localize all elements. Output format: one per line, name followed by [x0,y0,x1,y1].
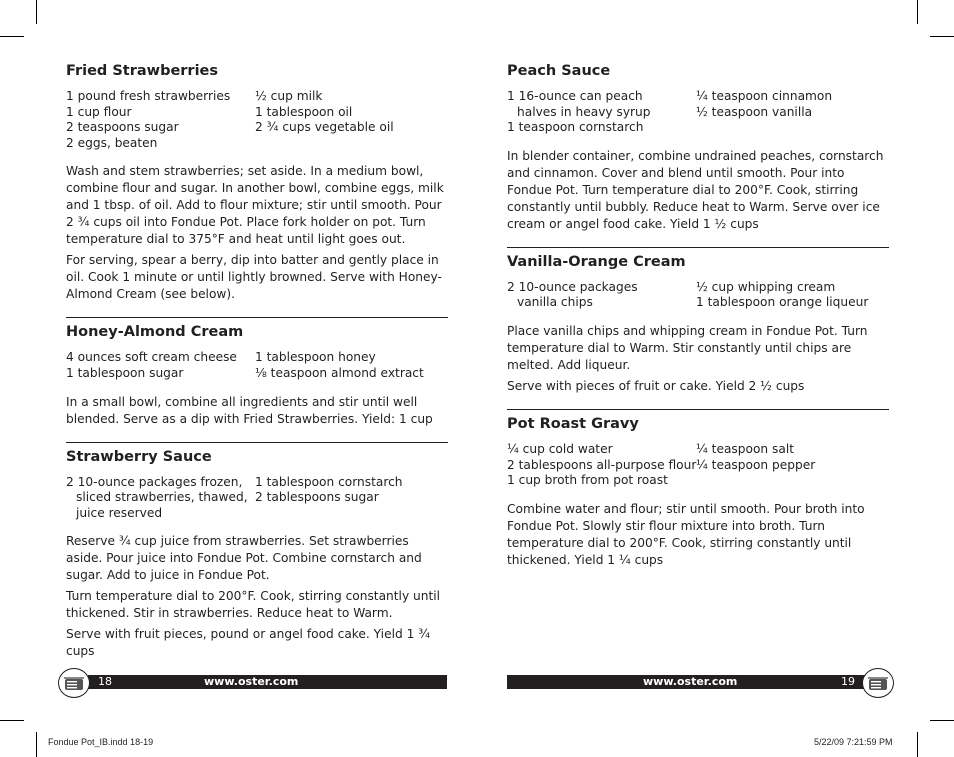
ingredient-column [255,475,444,522]
instructions: Serve with pieces of fruit or cake. Yield 2 ½ cups [507,378,805,393]
ingredient-list [507,89,889,136]
page-number: 19 [841,675,855,688]
ingredient-column [507,89,696,136]
ingredient-list [66,350,448,381]
right-footer-bar [507,675,865,689]
left-page-column [66,62,448,674]
ingredient: 1 16-ounce can peach [507,89,643,103]
ingredient: 1 cup flour [66,104,132,119]
printer-slug-date: 5/22/09 7:21:59 PM [814,737,893,747]
recipe-title: Strawberry Sauce [66,448,212,465]
instructions: Reserve ¾ cup juice from strawberries. Set strawberries aside. Pour juice into Fondue Pot. Combine cornstarch and sugar. Add to juice in Fondue Pot. [66,534,422,583]
recipe-title: Honey-Almond Cream [66,324,244,341]
fondue-pot-icon-graphic [863,669,893,697]
ingredient-column [66,475,255,522]
ingredient-list [507,280,889,311]
ingredient: juice reserved [76,505,163,520]
instructions: Turn temperature dial to 200°F. Cook, stirring constantly until thickened. Stir in strawberries. Reduce heat to Warm. [66,589,441,621]
ingredient: halves in heavy syrup [517,104,651,119]
website-link[interactable]: www.oster.com [204,675,299,688]
crop-mark [930,36,954,37]
ingredient: ½ teaspoon vanilla [696,104,813,119]
recipe-title: Peach Sauce [507,63,611,79]
ingredient: 2 tablespoons sugar [255,490,379,505]
crop-mark [917,732,918,757]
ingredient-column [696,89,885,136]
ingredient-column [696,442,885,489]
ingredient: 1 tablespoon cornstarch [255,474,403,489]
recipe-pot-roast-gravy [507,409,889,569]
ingredient: vanilla chips [517,295,593,310]
right-page-column [507,62,889,583]
instructions: Combine water and flour; stir until smooth. Pour broth into Fondue Pot. Slowly stir flour mixture into broth. Turn temperature dial to 200°F. Cook, stirring constantly until thickened. Yield 1 ¼ cups [507,501,865,567]
recipe-title: Pot Roast Gravy [507,415,639,432]
ingredient: sliced strawberries, thawed, [76,490,248,505]
ingredient-list [66,475,448,522]
ingredient: 1 tablespoon orange liqueur [696,295,869,310]
fondue-pot-icon-graphic [59,669,89,697]
ingredient: 1 tablespoon sugar [66,365,184,380]
ingredient: 4 ounces soft cream cheese [66,350,237,365]
instructions: Wash and stem strawberries; set aside. In a medium bowl, combine flour and sugar. In another bowl, combine eggs, milk and 1 tbsp. of oil. Add to flour mixture; stir until smooth. Pour 2 ¾ cups oil into Fondue Pot. Place fork holder on pot. Turn temperature dial to 375°F and heat until light goes out. [66,164,444,247]
instructions: For serving, spear a berry, dip into batter and gently place in oil. Cook 1 minute or until lightly browned. Serve with Honey-Almond Cream (see below). [66,253,442,302]
ingredient: 1 tablespoon oil [255,104,353,119]
recipe-title: Fried Strawberries [66,63,219,79]
recipe-strawberry-sauce [66,442,448,661]
ingredient: 2 teaspoons sugar [66,120,179,135]
ingredient: ¼ teaspoon salt [696,441,795,456]
ingredient: 2 10-ounce packages frozen, [66,474,243,489]
website-link[interactable]: www.oster.com [643,675,738,688]
ingredient-column [66,350,255,381]
recipe-peach-sauce [507,62,889,233]
recipe-fried-strawberries [66,62,448,303]
page-number: 18 [98,675,112,688]
left-footer-bar [88,675,447,689]
ingredient: ¼ teaspoon cinnamon [696,89,833,103]
instructions: Serve with fruit pieces, pound or angel food cake. Yield 1 ¾ cups [66,627,431,659]
recipe-honey-almond-cream [66,317,448,427]
ingredient: 1 pound fresh strawberries [66,89,231,103]
ingredient: 2 eggs, beaten [66,135,158,150]
recipe-vanilla-orange-cream [507,247,889,395]
ingredient: 2 tablespoons all-purpose flour [507,457,697,472]
fondue-pot-icon [862,668,894,698]
ingredient-column [696,280,885,311]
crop-mark [36,0,37,24]
ingredient: 1 teaspoon cornstarch [507,120,644,135]
crop-mark [0,720,24,721]
ingredient-column [507,442,696,489]
ingredient: ¼ cup cold water [507,441,613,456]
ingredient: 1 cup broth from pot roast [507,473,668,488]
recipe-title: Vanilla-Orange Cream [507,253,686,270]
instructions: In blender container, combine undrained peaches, cornstarch and cinnamon. Cover and blend until smooth. Pour into Fondue Pot. Turn temperature dial to 200°F. Cook, stirring constantly until bubbly. Reduce heat to Warm. Serve over ice cream or angel food cake. Yield 1 ½ cups [507,148,884,231]
crop-mark [36,732,37,757]
ingredient: ½ cup milk [255,89,323,103]
ingredient: 2 ¾ cups vegetable oil [255,120,394,135]
printer-slug-file: Fondue Pot_IB.indd 18-19 [48,737,154,747]
ingredient-column [255,89,444,151]
fondue-pot-icon [58,668,90,698]
ingredient-column [66,89,255,151]
ingredient: 1 tablespoon honey [255,350,376,365]
ingredient-list [507,442,889,489]
ingredient: ⅛ teaspoon almond extract [255,365,424,380]
ingredient: 2 10-ounce packages [507,279,638,294]
ingredient-column [507,280,696,311]
crop-mark [930,720,954,721]
crop-mark [917,0,918,24]
crop-mark [0,36,24,37]
instructions: Place vanilla chips and whipping cream in Fondue Pot. Turn temperature dial to Warm. Stir constantly until chips are melted. Add liqueur. [507,323,868,372]
ingredient-list [66,89,448,151]
ingredient: ½ cup whipping cream [696,279,836,294]
instructions: In a small bowl, combine all ingredients and stir until well blended. Serve as a dip with Fried Strawberries. Yield: 1 cup [66,394,433,426]
ingredient-column [255,350,444,381]
ingredient: ¼ teaspoon pepper [696,457,816,472]
